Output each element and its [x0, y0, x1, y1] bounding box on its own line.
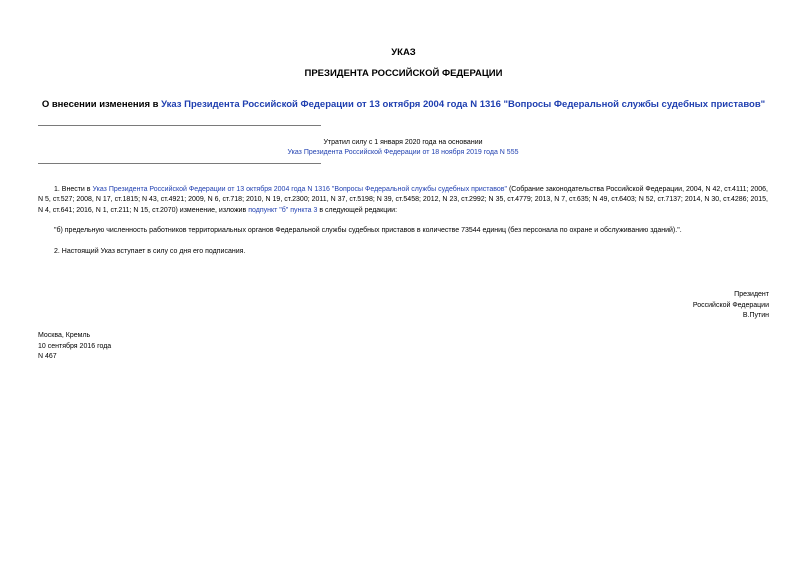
paragraph-2: 2. Настоящий Указ вступает в силу со дня его подписания.: [54, 248, 246, 255]
repeal-note: [38, 138, 768, 158]
signature-name: В.Путин: [742, 312, 769, 319]
paragraph-1-decree-link[interactable]: Указ Президента Российской Федерации от 13 октября 2004 года N 1316 "Вопросы Федеральной службы судебных приставов": [92, 186, 508, 193]
subject-amended-decree-link[interactable]: Указ Президента Российской Федерации от 13 октября 2004 года N 1316 "Вопросы Федеральной службы судебных приставов": [161, 99, 766, 110]
doc-type-heading: УКАЗ: [391, 47, 416, 58]
signature-title-2: Российской Федерации: [692, 301, 769, 309]
paragraph-1-suffix: в следующей редакции:: [317, 206, 398, 214]
signing-place: Москва, Кремль: [38, 332, 91, 339]
document-subject: [0, 99, 807, 111]
signing-date: 10 сентября 2016 года: [38, 342, 112, 350]
paragraph-1-subclause-link[interactable]: подпункт "б" пункта 3: [248, 206, 318, 214]
paragraph-1-text: (Собрание законодательства Российской Федерации, 2004, N 42, ст.4111; 2006, N 5, ст.527; 2008, N 17, ст.1815; N 43, ст.4921; 2009, N 6, ст.718; 2010, N 19, ст.2300; 2011, N 37, ст.5198; N 39, ст.5458; 2012, N 23, ст.2992; N 35, ст.4779; 2013, N 7, ст.635; N 49, ст.6403; N 52, ст.7137; 2014, N 30, ст.4286; 2015, N 4, ст.641; 2016, N 1, ст.211; N 15, ст.2070) изменение, изложив: [38, 186, 768, 214]
signature-title: Президент: [734, 291, 769, 298]
repeal-note-text: Утратил силу с 1 января 2020 года на основании: [323, 139, 483, 146]
signature-block: [569, 290, 769, 322]
divider-bottom: [38, 163, 321, 164]
amendment-quote: "б) предельную численность работников территориальных органов Федеральной службы судебных приставов в количестве 73544 единиц (без персонала по охране и обслуживанию зданий).".: [54, 227, 682, 234]
issuer-heading: ПРЕЗИДЕНТА РОССИЙСКОЙ ФЕДЕРАЦИИ: [304, 68, 503, 79]
subject-prefix: О внесении изменения в: [41, 99, 162, 110]
place-date-block: [38, 331, 238, 363]
repealing-decree-link[interactable]: Указ Президента Российской Федерации от 18 ноября 2019 года N 555: [287, 149, 519, 156]
paragraph-1: [38, 185, 768, 216]
divider-top: [38, 125, 321, 126]
paragraph-1-prefix: 1. Внести в: [54, 186, 93, 193]
document-number: N 467: [38, 353, 57, 360]
